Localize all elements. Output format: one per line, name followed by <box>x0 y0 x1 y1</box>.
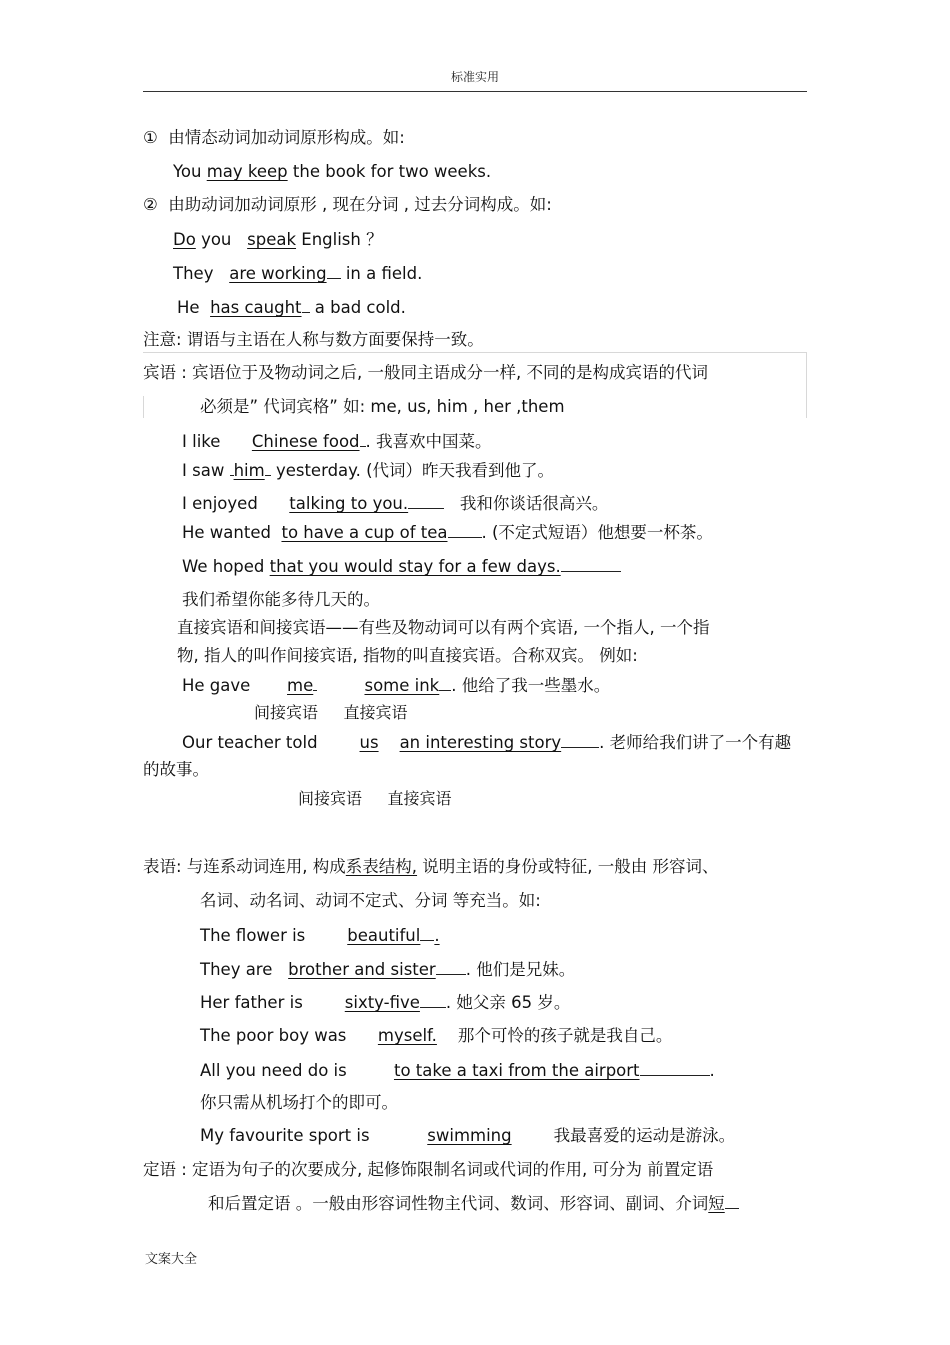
object-labels-2 <box>298 788 451 810</box>
predicate-note: 注意: 谓语与主语在人称与数方面要保持一致。 <box>143 330 484 349</box>
header-divider <box>143 91 807 92</box>
object-example-5: We hoped that you would stay for a few days. <box>182 555 621 578</box>
object-example-6: He gave me some ink . 他给了我一些墨水。 <box>182 676 611 695</box>
object-box-left <box>143 396 144 418</box>
underlined-answer: may keep <box>206 162 288 181</box>
complement-example-1: The flower is beautiful . <box>200 926 440 945</box>
object-example-3: I enjoyed talking to you. 我和你谈话很高兴。 <box>182 494 609 513</box>
predicate-example-4: He has caught a bad cold. <box>177 298 406 317</box>
object-labels-1 <box>254 702 407 724</box>
complement-intro-line-2: 名词、动名词、动词不定式、分词 等充当。如: <box>200 891 541 910</box>
object-intro-line-2: 必须是” 代词宾格” 如: me, us, him , her ,them <box>200 397 565 416</box>
page-header: 标准实用 <box>450 70 499 84</box>
direct-object-label: 直接宾语 <box>387 789 452 808</box>
indirect-object-label: 间接宾语 <box>254 703 319 722</box>
attributive-intro-line-1: 定语 : 定语为句子的次要成分, 起修饰限制名词或代词的作用, 可分为 前置定语 <box>143 1160 714 1179</box>
complement-example-3: Her father is sixty-five . 她父亲 65 岁。 <box>200 993 571 1012</box>
object-example-1: I like Chinese food . 我喜欢中国菜。 <box>182 432 492 451</box>
double-object-line-1: 直接宾语和间接宾语——有些及物动词可以有两个宾语, 一个指人, 一个指 <box>177 618 710 637</box>
item-2-text: 由助动词加动词原形 , 现在分词 , 过去分词构成。如: <box>168 195 552 214</box>
page-footer: 文案大全 <box>145 1252 198 1267</box>
object-box-top <box>143 352 807 353</box>
indirect-object-label: 间接宾语 <box>298 789 363 808</box>
complement-example-5: All you need do is to take a taxi from the airport . <box>200 1061 715 1080</box>
circled-one-marker: ① <box>143 128 158 147</box>
object-example-2: I saw him yesterday. (代词）昨天我看到他了。 <box>182 461 555 480</box>
item-1-text: 由情态动词加动词原形构成。如: <box>168 128 405 147</box>
double-object-line-2: 物, 指人的叫作间接宾语, 指物的叫直接宾语。合称双宾。 例如: <box>177 646 638 665</box>
object-box-right <box>806 352 807 418</box>
object-example-7: Our teacher told us an interesting story . 老师给我们讲了一个有趣 <box>182 733 792 752</box>
object-example-5-translation: 我们希望你能多待几天的。 <box>182 590 380 609</box>
predicate-example-1: You may keep the book for two weeks. <box>173 162 492 181</box>
complement-example-5-translation: 你只需从机场打个的即可。 <box>200 1093 398 1112</box>
predicate-example-2: Do you speak English ？ <box>173 230 383 249</box>
direct-object-label: 直接宾语 <box>343 703 408 722</box>
complement-example-6: My favourite sport is swimming 我最喜爱的运动是游泳。 <box>200 1126 736 1145</box>
predicate-item-1 <box>143 127 405 149</box>
object-example-7-continuation: 的故事。 <box>143 760 209 779</box>
complement-example-2: They are brother and sister . 他们是兄妹。 <box>200 960 576 979</box>
predicate-item-2 <box>143 194 552 216</box>
complement-example-4: The poor boy was myself. 那个可怜的孩子就是我自己。 <box>200 1026 673 1045</box>
object-intro-line-1: 宾语 : 宾语位于及物动词之后, 一般同主语成分一样, 不同的是构成宾语的代词 <box>143 363 709 382</box>
circled-two-marker: ② <box>143 195 158 214</box>
object-example-4: He wanted to have a cup of tea . (不定式短语）他想要一杯茶。 <box>182 523 713 542</box>
complement-intro-line-1: 表语: 与连系动词连用, 构成系表结构, 说明主语的身份或特征, 一般由 形容词、 <box>143 857 719 876</box>
predicate-example-3: They are working in a field. <box>173 264 423 283</box>
attributive-intro-line-2: 和后置定语 。一般由形容词性物主代词、数词、形容词、副词、介词短 <box>208 1192 739 1215</box>
